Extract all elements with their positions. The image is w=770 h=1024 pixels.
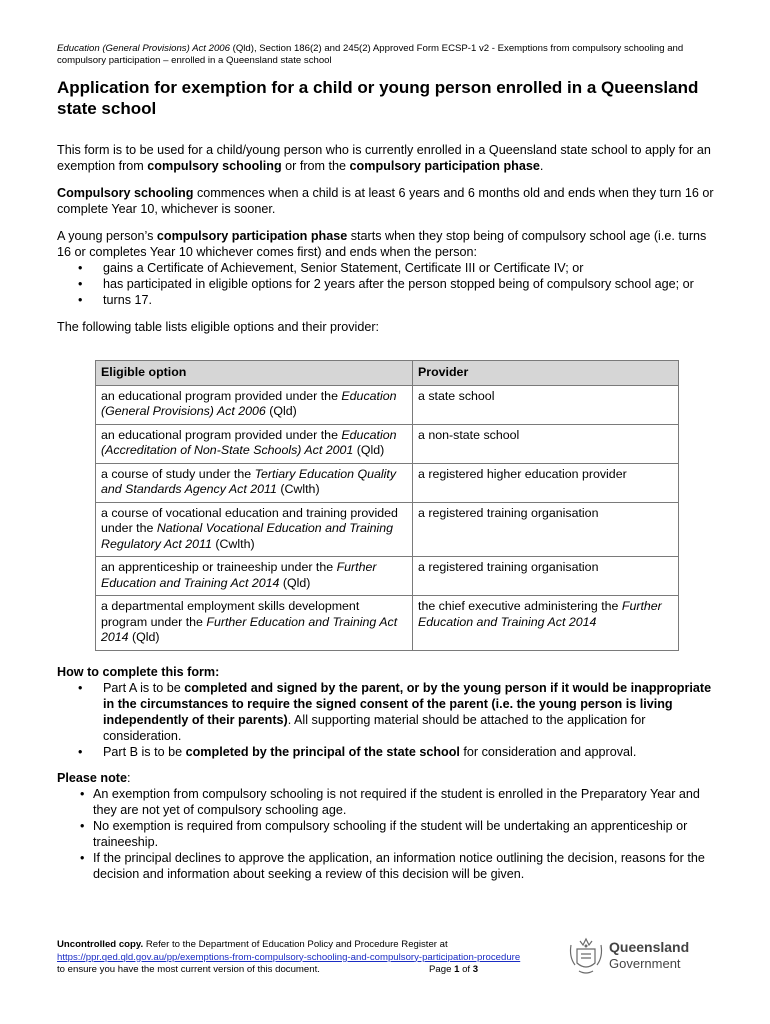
queensland-crest-icon [567,935,605,977]
page-title: Application for exemption for a child or young person enrolled in a Queensland state school [57,78,699,118]
table-row [96,424,679,463]
column-header-provider: Provider [413,361,679,386]
provider-cell: a registered training organisation [413,557,679,596]
list-item: • Part B is to be completed by the principal of the state school for consideration and approval. [103,744,715,760]
table-row [96,463,679,502]
list-item: • has participated in eligible options for 2 years after the person stopped being of compulsory school age; or [103,276,715,292]
provider-cell: a registered training organisation [413,502,679,557]
how-to-heading: How to complete this form: [57,665,220,679]
option-cell: an apprenticeship or traineeship under the Further Education and Training Act 2014 (Qld) [96,557,413,596]
header-act-name: Education (General Provisions) Act 2006 [57,43,230,54]
list-item: • gains a Certificate of Achievement, Senior Statement, Certificate III or Certificate IV; or [103,260,715,276]
list-item: • turns 17. [103,292,715,308]
table-intro: The following table lists eligible options and their provider: [57,320,380,334]
column-header-option: Eligible option [96,361,413,386]
logo-text-line-1: Queensland [609,939,690,955]
header-form-reference: (Qld), Section 186(2) and 245(2) Approved Form ECSP-1 v2 - Exemptions from compulsory schooling and compulsory participation – enrolled in a Queensland state school [57,43,684,66]
list-item: • If the principal declines to approve the application, an information notice outlining the decision, reasons for the decision and information about seeking a review of this decision will be given. [93,850,715,882]
policy-register-link[interactable]: https://ppr.qed.qld.gov.au/pp/exemptions-from-compulsory-schooling-and-compulsory-participation-procedure [57,951,521,963]
page-footer [57,939,557,977]
list-item: • No exemption is required from compulsory schooling if the student will be undertaking an apprenticeship or traineeship. [93,818,715,850]
provider-cell: the chief executive administering the Further Education and Training Act 2014 [413,596,679,651]
list-item: • An exemption from compulsory schooling is not required if the student is enrolled in the Preparatory Year and they are not yet of compulsory schooling age. [93,786,715,818]
intro-paragraph-3: A young person’s compulsory participation phase starts when they stop being of compulsory school age (i.e. turns 16 or completes Year 10 whichever comes first) and ends when the person: [57,229,707,259]
option-cell: an educational program provided under the Education (Accreditation of Non-State Schools) Act 2001 (Qld) [96,424,413,463]
logo-text-line-2: Government [609,956,681,971]
table-row [96,385,679,424]
intro-paragraph-1: This form is to be used for a child/young person who is currently enrolled in a Queensland state school to apply for an exemption from compulsory schooling or from the compulsory participation phase. [57,143,711,173]
intro-paragraph-2: Compulsory schooling commences when a child is at least 6 years and 6 months old and ends when they turn 16 or complete Year 10, whichever is sooner. [57,186,714,216]
participation-end-list [57,260,715,308]
provider-cell: a registered higher education provider [413,463,679,502]
form-header [57,43,715,67]
table-row [96,596,679,651]
table-header-row [96,361,679,386]
option-cell: a course of vocational education and training provided under the National Vocational Education and Training Regulatory Act 2011 (Cwlth) [96,502,413,557]
eligible-options-table [95,360,679,651]
footer-notice: Uncontrolled copy. Refer to the Department of Education Policy and Procedure Register at [57,939,448,950]
footer-version-note: to ensure you have the most current version of this document. [57,964,320,975]
list-item: • Part A is to be completed and signed by the parent, or by the young person if it would be inappropriate in the circumstances to require the signed consent of the parent (i.e. the young person is living independently of their parents). All supporting material should be attached to the application for consideration. [103,680,715,744]
queensland-government-logo [567,935,717,977]
option-cell: an educational program provided under the Education (General Provisions) Act 2006 (Qld) [96,385,413,424]
option-cell: a departmental employment skills development program under the Further Education and Training Act 2014 (Qld) [96,596,413,651]
intro-section [57,142,715,346]
note-heading: Please note: [57,771,131,785]
provider-cell: a state school [413,385,679,424]
instructions-section [57,664,715,882]
option-cell: a course of study under the Tertiary Education Quality and Standards Agency Act 2011 (Cwlth) [96,463,413,502]
how-to-list [57,680,715,760]
page-number: Page 1 of 3 [429,964,479,975]
provider-cell: a non-state school [413,424,679,463]
note-list [57,786,715,882]
table-row [96,557,679,596]
table-row [96,502,679,557]
